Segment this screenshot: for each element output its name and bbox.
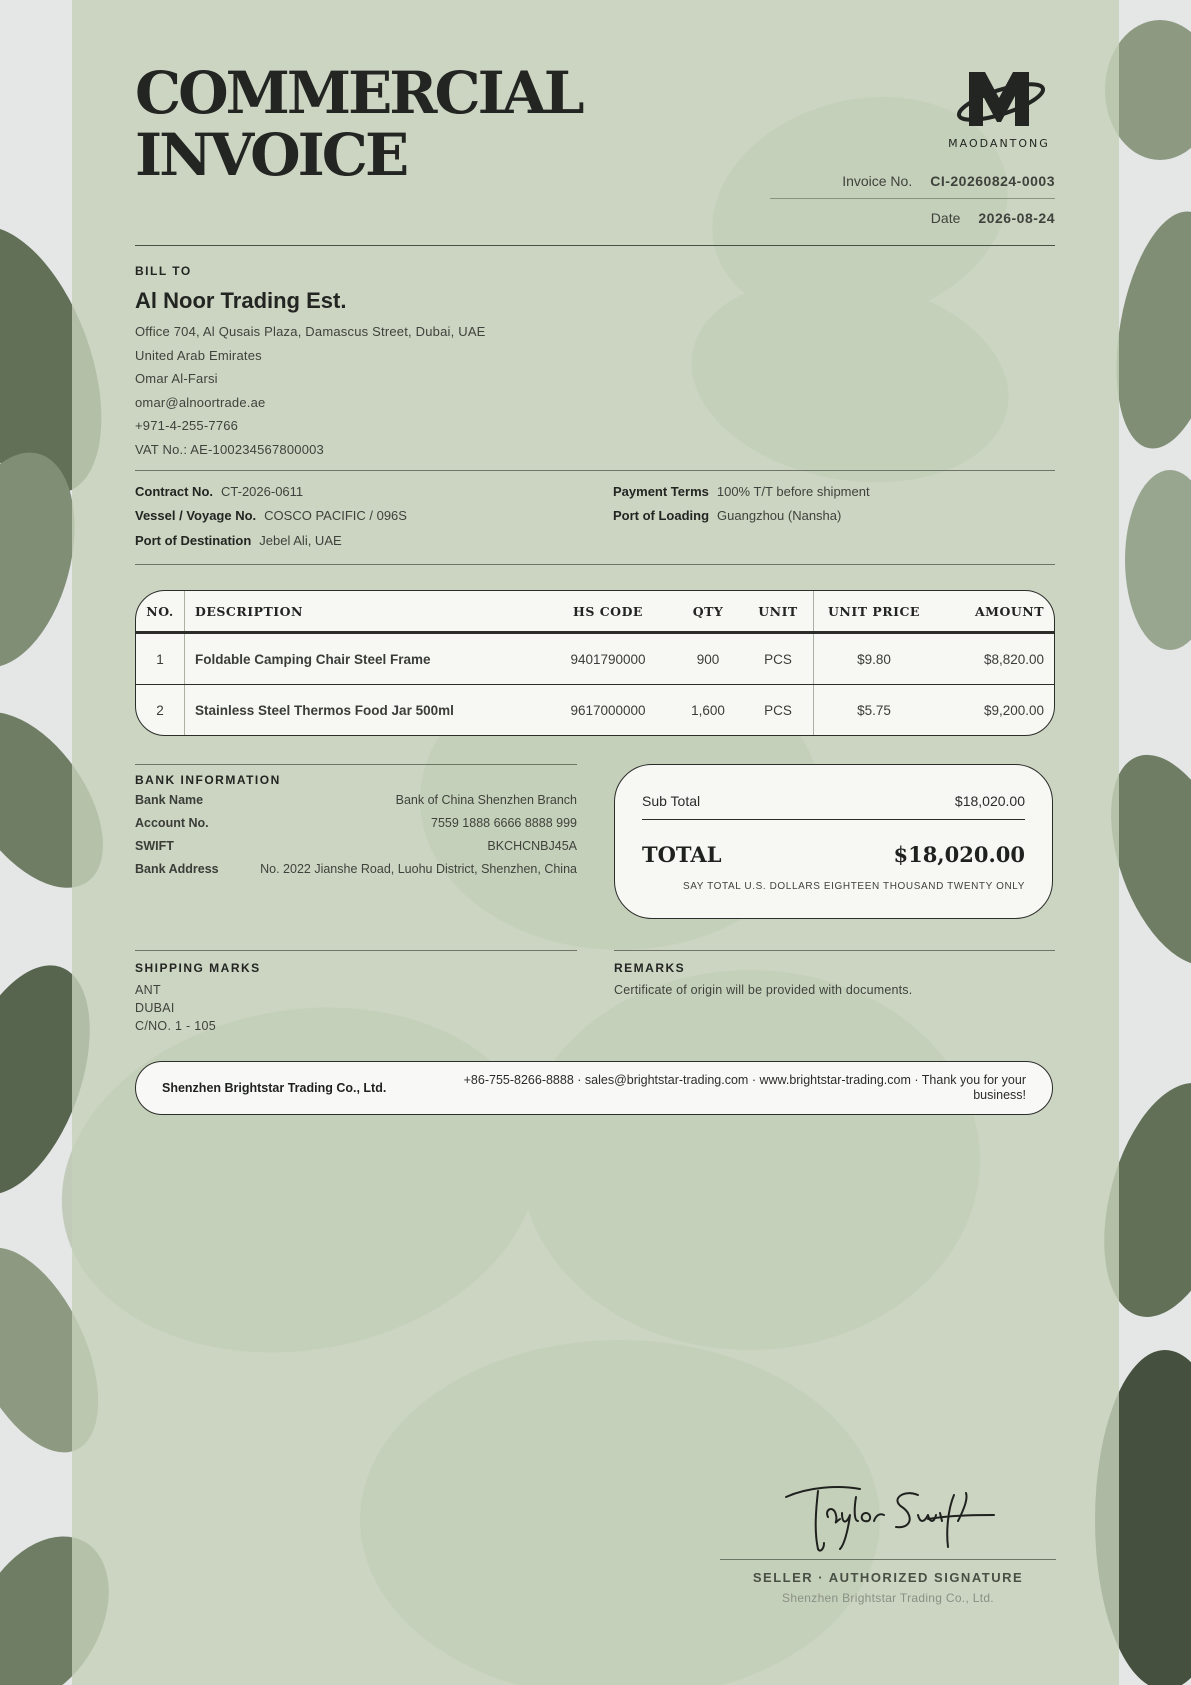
row-description: Foldable Camping Chair Steel Frame	[185, 633, 544, 685]
row-unit-price: $5.75	[857, 702, 891, 718]
shipping-mark-line: ANT	[135, 983, 161, 997]
total-in-words: SAY TOTAL U.S. DOLLARS EIGHTEEN THOUSAND TWENTY ONLY	[682, 881, 1025, 892]
row-amount: $9,200.00	[983, 702, 1044, 718]
vessel-field	[135, 508, 407, 523]
account-label: Account No.	[135, 816, 209, 830]
payment-field	[613, 484, 870, 499]
account-number: 7559 1888 6666 8888 999	[431, 816, 577, 830]
bank-address-label: Bank Address	[135, 862, 219, 876]
bank-information	[135, 764, 577, 881]
buyer-contact: Omar Al-Farsi	[135, 371, 218, 386]
header-amount: AMOUNT	[934, 591, 1054, 633]
invoice-content	[135, 0, 1055, 1685]
title-line-2: INVOICE	[135, 121, 407, 189]
contract-label: Contract No.	[135, 484, 213, 499]
bank-address: No. 2022 Jianshe Road, Luohu District, Shenzhen, China	[260, 862, 577, 876]
bank-address-row	[135, 858, 577, 881]
invoice-date: 2026-08-24	[978, 210, 1055, 226]
signature-block	[720, 1475, 1056, 1605]
row-description: Stainless Steel Thermos Food Jar 500ml	[195, 702, 454, 718]
remarks-text: Certificate of origin will be provided with documents.	[614, 983, 913, 997]
title-line-1: COMMERCIAL	[135, 59, 582, 127]
invoice-date-label: Date	[930, 210, 961, 226]
row-qty: 1,600	[691, 702, 725, 718]
contract-field	[135, 484, 303, 499]
bill-divider	[135, 470, 1055, 471]
header-unit: UNIT	[743, 591, 814, 633]
destination-label: Port of Destination	[135, 533, 252, 548]
row-hs-code: 9401790000	[543, 633, 673, 685]
row-unit-price: $9.80	[814, 633, 935, 685]
swift-label: SWIFT	[135, 839, 174, 853]
table-header-row	[136, 591, 1054, 633]
invoice-date-row	[770, 205, 1055, 231]
invoice-title	[135, 59, 582, 189]
logo-wordmark: MAODANTONG	[948, 137, 1050, 150]
row-hs-code: 9617000000	[570, 702, 646, 718]
contract-value: CT-2026-0611	[221, 484, 304, 499]
remarks-label: REMARKS	[614, 961, 686, 975]
remarks	[614, 950, 1055, 997]
buyer-address: Office 704, Al Qusais Plaza, Damascus Street, Dubai, UAE	[135, 324, 486, 339]
bank-name: Bank of China Shenzhen Branch	[395, 793, 577, 807]
destination-field	[135, 533, 342, 548]
shipping-marks	[135, 950, 577, 1035]
invoice-meta	[770, 168, 1055, 231]
buyer-email: omar@alnoortrade.ae	[135, 394, 266, 410]
table-row	[136, 685, 1054, 736]
destination-value: Jebel Ali, UAE	[259, 533, 342, 548]
handwritten-signature-image	[778, 1475, 998, 1555]
buyer-name: Al Noor Trading Est.	[135, 288, 347, 313]
shipping-divider	[135, 564, 1055, 565]
loading-label: Port of Loading	[613, 508, 710, 523]
header-divider	[135, 245, 1055, 246]
footer-company: Shenzhen Brightstar Trading Co., Ltd.	[162, 1081, 387, 1095]
m-logo-icon	[949, 68, 1049, 130]
invoice-number-row	[770, 168, 1055, 199]
shipping-mark-line: C/NO. 1 - 105	[135, 1019, 217, 1033]
shipping-mark-line: DUBAI	[135, 1001, 175, 1015]
header-unit-price: UNIT PRICE	[814, 591, 935, 633]
header-hs-code: HS CODE	[543, 591, 673, 633]
account-row	[135, 812, 577, 835]
bill-to-section	[135, 264, 735, 461]
total-value: $18,020.00	[893, 842, 1025, 867]
row-no: 2	[136, 685, 185, 736]
payment-value: 100% T/T before shipment	[716, 484, 870, 499]
header-qty: QTY	[673, 591, 743, 633]
invoice-number-label: Invoice No.	[842, 173, 913, 189]
row-amount: $8,820.00	[934, 633, 1054, 685]
bank-name-label: Bank Name	[135, 793, 204, 807]
totals-panel	[614, 764, 1053, 919]
vessel-label: Vessel / Voyage No.	[135, 508, 257, 523]
swift-row	[135, 835, 577, 858]
total-row	[642, 842, 1025, 867]
buyer-vat: VAT No.: AE-100234567800003	[135, 441, 324, 457]
bank-label: BANK INFORMATION	[135, 773, 281, 787]
row-no: 1	[136, 633, 185, 685]
footer-contact: +86-755-8266-8888 · sales@brightstar-trading.com · www.brightstar-trading.com · Thank you for your business!	[463, 1073, 1026, 1102]
shipping-marks-label: SHIPPING MARKS	[135, 961, 261, 975]
buyer-country: United Arab Emirates	[135, 347, 262, 363]
subtotal-value: $18,020.00	[954, 793, 1025, 809]
loading-field	[613, 508, 841, 523]
swift-code: BKCHCNBJ45A	[487, 839, 577, 853]
buyer-phone: +971-4-255-7766	[135, 418, 239, 433]
table-row	[136, 633, 1054, 685]
payment-label: Payment Terms	[613, 484, 709, 499]
header-description: DESCRIPTION	[185, 591, 544, 633]
invoice-number: CI-20260824-0003	[930, 173, 1055, 189]
signature-label: SELLER · AUTHORIZED SIGNATURE	[752, 1570, 1024, 1585]
line-items-table	[135, 590, 1055, 736]
loading-value: Guangzhou (Nansha)	[717, 508, 842, 523]
bill-to-label: BILL TO	[135, 264, 192, 278]
company-logo	[943, 68, 1055, 150]
signature-company: Shenzhen Brightstar Trading Co., Ltd.	[782, 1591, 994, 1605]
row-qty: 900	[673, 633, 743, 685]
footer-bar	[135, 1061, 1053, 1115]
subtotal-row	[642, 793, 1025, 820]
total-label: TOTAL	[642, 842, 722, 867]
header-no: NO.	[136, 591, 185, 633]
row-unit: PCS	[743, 633, 814, 685]
signature-line	[720, 1559, 1056, 1560]
bank-name-row	[135, 789, 577, 812]
subtotal-label: Sub Total	[642, 793, 701, 809]
vessel-value: COSCO PACIFIC / 096S	[264, 508, 407, 523]
row-unit: PCS	[743, 685, 814, 736]
